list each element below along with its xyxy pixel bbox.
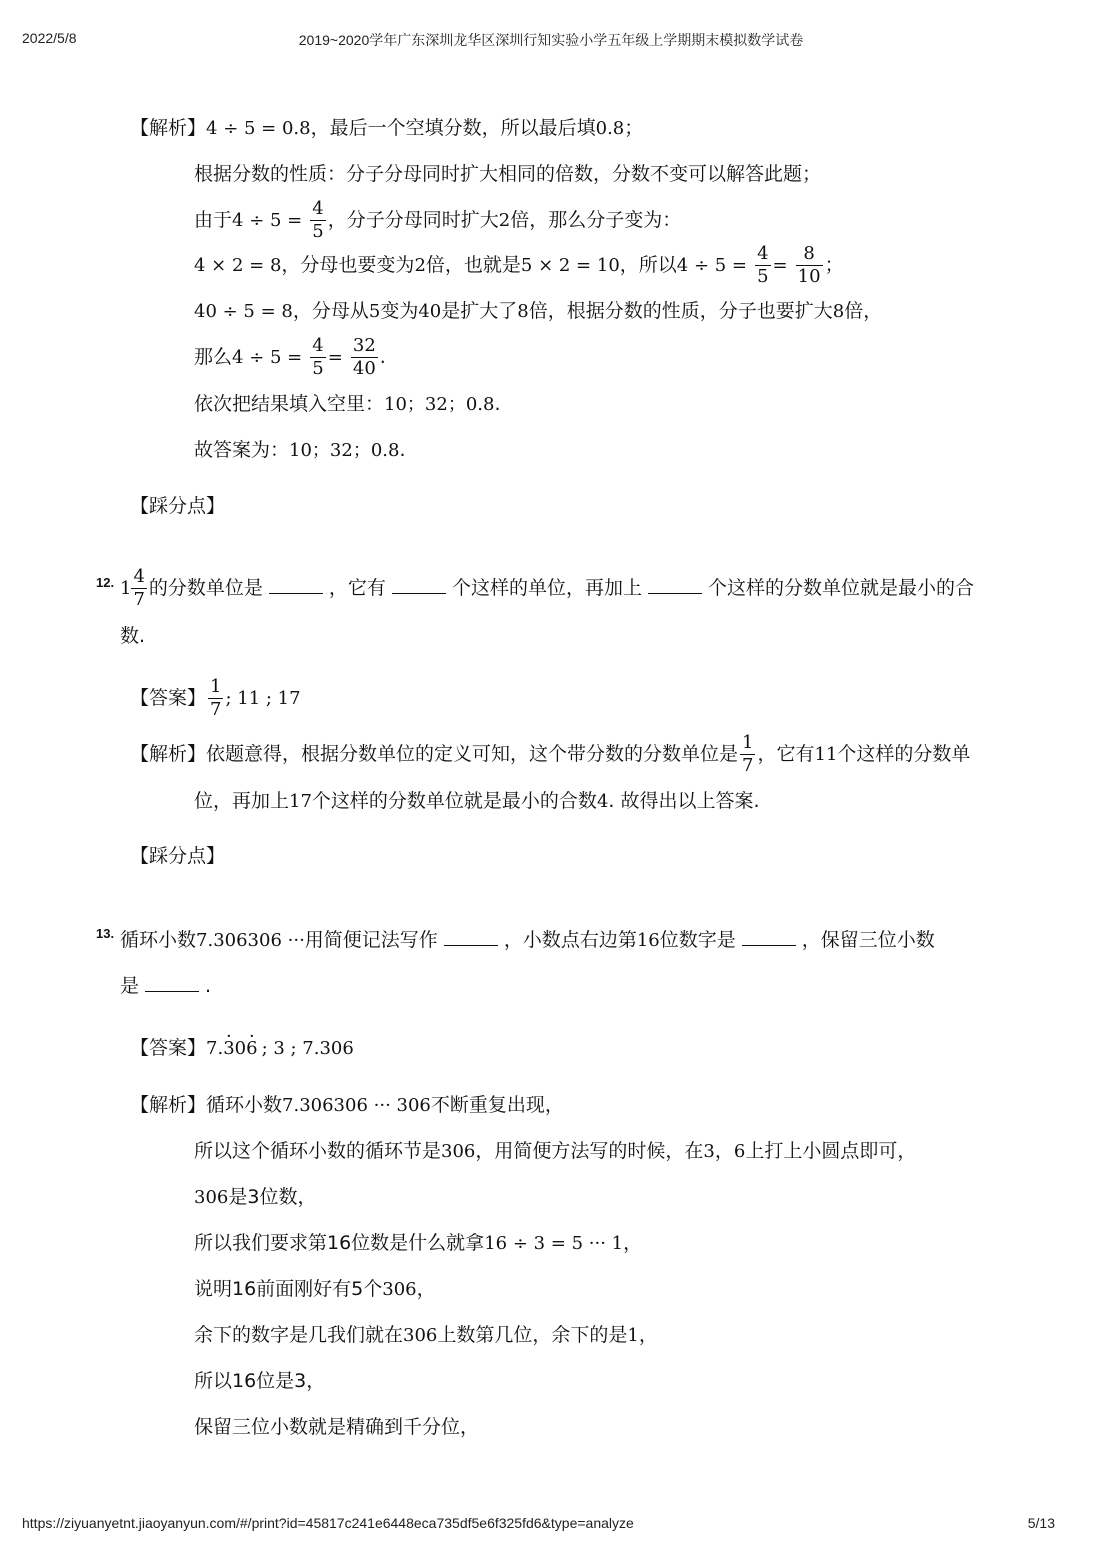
text: ，分母也要变为 bbox=[281, 254, 415, 276]
footer-page-number: 5/13 bbox=[1027, 1515, 1055, 1531]
text: 依题意得，根据分数单位的定义可知，这个带分数的分数单位是 bbox=[206, 743, 739, 765]
analysis-label: 【解析】 bbox=[130, 1094, 207, 1116]
text: 位，再加上 bbox=[194, 790, 290, 812]
text: 倍，根据分数的性质，分子也要扩大 bbox=[528, 300, 833, 322]
text: 故答案为： bbox=[194, 439, 290, 461]
fraction: $\frac{4}{5}$ bbox=[312, 198, 324, 242]
text: 上打上小圆点即可， bbox=[745, 1140, 917, 1162]
header-date: 2022/5/8 bbox=[22, 30, 77, 46]
q11-points-label: 【踩分点】 bbox=[130, 495, 226, 517]
math: 4 × 2 = 8 bbox=[194, 255, 282, 276]
math: 16 ÷ 3 = 5 ··· 1 bbox=[484, 1233, 624, 1254]
text: 是扩大了 bbox=[441, 300, 518, 322]
math: 1 bbox=[627, 1325, 639, 1346]
math: ; 3 ; 7.306 bbox=[261, 1038, 354, 1059]
text: 个这样的分数单 bbox=[837, 743, 971, 765]
text: ，所以 bbox=[619, 254, 677, 276]
math: 2 bbox=[414, 255, 426, 276]
q13-stem-line-2 bbox=[120, 974, 211, 998]
math: 4 bbox=[596, 791, 609, 812]
text: 用简便记法写作 bbox=[304, 929, 438, 951]
text: ，它有 bbox=[757, 743, 815, 765]
q11-analysis-line-2: 根据分数的性质：分子分母同时扩大相同的倍数，分数不变可以解答此题； bbox=[194, 163, 822, 185]
answer-blank[interactable] bbox=[145, 974, 199, 992]
text: 不断重复出现， bbox=[430, 1094, 564, 1116]
math: 7.306306 ··· bbox=[196, 930, 305, 951]
text: 循环小数 bbox=[120, 929, 197, 951]
answer-blank[interactable] bbox=[392, 576, 446, 594]
q13-analysis-line-5 bbox=[194, 1277, 436, 1302]
math: 4 ÷ 5 = bbox=[676, 255, 748, 276]
math: 8 bbox=[832, 301, 845, 322]
answer-label: 【答案】 bbox=[130, 687, 207, 709]
text: . bbox=[379, 346, 386, 368]
text: ， bbox=[416, 1278, 436, 1300]
repeating-digit-dot: · 3 bbox=[223, 1037, 234, 1061]
q12-analysis-line-2 bbox=[194, 789, 760, 814]
math: 1 bbox=[120, 578, 132, 599]
answer-blank[interactable] bbox=[742, 928, 796, 946]
q11-analysis-line-5 bbox=[194, 299, 882, 324]
answer-label: 【答案】 bbox=[130, 1037, 207, 1059]
fraction: $\frac{8}{10}$ bbox=[797, 243, 821, 287]
text: . bbox=[205, 975, 212, 997]
math: 2 bbox=[498, 210, 511, 231]
q13-analysis-line-4 bbox=[194, 1231, 642, 1256]
q11-analysis-line-4 bbox=[194, 241, 844, 290]
text: 是 bbox=[120, 975, 140, 997]
math: 16 bbox=[636, 930, 660, 951]
q13-stem-line-1 bbox=[120, 928, 935, 953]
math: 8 bbox=[517, 301, 529, 322]
q13-answer bbox=[130, 1036, 354, 1061]
text: 余下的数字是几我们就在 bbox=[194, 1324, 404, 1346]
math: 10；32；0.8 bbox=[289, 440, 400, 461]
text: 那么 bbox=[194, 346, 233, 368]
q11-analysis-line-3 bbox=[194, 196, 681, 245]
math: 40 ÷ 5 = 8 bbox=[194, 301, 293, 322]
q13-analysis-line-3 bbox=[194, 1185, 316, 1210]
text: 循环小数 bbox=[206, 1094, 283, 1116]
fraction: $\frac{4}{5}$ bbox=[312, 335, 324, 379]
text: 是3位数， bbox=[228, 1186, 317, 1208]
text: 变为 bbox=[380, 300, 419, 322]
fraction: $\frac{1}{7}$ bbox=[742, 732, 754, 776]
header-title: 2019~2020学年广东深圳龙华区深圳行知实验小学五年级上学期期末模拟数学试卷 bbox=[298, 32, 804, 48]
fraction: $\frac{4}{5}$ bbox=[757, 243, 769, 287]
text: 倍，那么分子变为： bbox=[510, 209, 682, 231]
text: ； bbox=[624, 117, 644, 139]
math: = bbox=[772, 255, 788, 276]
text: ； bbox=[824, 254, 844, 276]
question-number: 13. bbox=[96, 926, 115, 941]
q13-analysis-line-7: 所以16位是3， bbox=[194, 1370, 326, 1392]
text: 个这样的单位，再加上 bbox=[451, 577, 642, 599]
math: 40 bbox=[418, 301, 442, 322]
q11-analysis-line-7 bbox=[194, 392, 501, 417]
text: 所以这个循环小数的循环节是 bbox=[194, 1140, 442, 1162]
math: 3 bbox=[703, 1141, 715, 1162]
math: = bbox=[327, 347, 343, 368]
q13-analysis-line-8: 保留三位小数就是精确到千分位， bbox=[194, 1416, 480, 1438]
text: 的分数单位是 bbox=[148, 577, 263, 599]
q13-analysis-line-6 bbox=[194, 1323, 658, 1348]
text: . bbox=[399, 439, 406, 461]
fraction: $\frac{1}{7}$ bbox=[210, 676, 222, 720]
q11-analysis-line-1 bbox=[130, 116, 643, 141]
text: . 故得出以上答案. bbox=[608, 790, 760, 812]
math: 6 bbox=[733, 1141, 746, 1162]
math: 0.8 bbox=[595, 118, 625, 139]
math: 7. bbox=[206, 1038, 224, 1059]
text: ， bbox=[638, 1324, 658, 1346]
repeating-digit-dot: · 6 bbox=[246, 1037, 257, 1061]
q12-analysis-line-1 bbox=[130, 730, 970, 779]
math: 4 ÷ 5 = 0.8 bbox=[206, 118, 311, 139]
math: 306 bbox=[403, 1325, 438, 1346]
text: ，分母从 bbox=[292, 300, 369, 322]
q12-stem-line-2: 数. bbox=[120, 625, 146, 647]
text: 所以我们要求第16位数是什么就拿 bbox=[194, 1232, 485, 1254]
math: 10；32；0.8 bbox=[384, 394, 495, 415]
text: 倍， bbox=[844, 300, 883, 322]
q12-stem-line-1 bbox=[120, 564, 974, 613]
math: 17 bbox=[289, 791, 312, 812]
text: 个这样的分数单位就是最小的合 bbox=[707, 577, 974, 599]
math: ; 11 ; 17 bbox=[225, 688, 301, 709]
text: 由于 bbox=[194, 209, 233, 231]
q11-analysis-line-6 bbox=[194, 333, 386, 382]
q11-analysis-line-8 bbox=[194, 438, 406, 463]
math: 7.306306 ··· 306 bbox=[282, 1095, 431, 1116]
text: 倍，也就是 bbox=[425, 254, 521, 276]
fraction: $\frac{4}{7}$ bbox=[133, 566, 145, 610]
text: 说明16前面刚好有5个 bbox=[194, 1278, 383, 1300]
answer-blank[interactable] bbox=[269, 576, 323, 594]
answer-blank[interactable] bbox=[648, 576, 702, 594]
q13-analysis-line-1 bbox=[130, 1093, 564, 1118]
text: 位数字是 bbox=[659, 929, 736, 951]
footer-url: https://ziyuanyetnt.jiaoyanyun.com/#/print?id=45817c241e6448eca735df5e6f325fd6&type=analyze bbox=[22, 1515, 634, 1531]
text: ， bbox=[623, 1232, 643, 1254]
text: ，最后一个空填分数，所以最后填 bbox=[310, 117, 596, 139]
text: ，分子分母同时扩大 bbox=[327, 209, 499, 231]
analysis-label: 【解析】 bbox=[130, 117, 207, 139]
math: 11 bbox=[814, 744, 838, 765]
text: ，小数点右边第 bbox=[503, 929, 637, 951]
math: 306 bbox=[382, 1279, 417, 1300]
text: ，用简便方法写的时候，在 bbox=[475, 1140, 704, 1162]
fraction: $\frac{32}{40}$ bbox=[352, 335, 376, 379]
q12-points-label: 【踩分点】 bbox=[130, 845, 226, 867]
text: ， bbox=[714, 1140, 734, 1162]
math: 4 ÷ 5 = bbox=[232, 347, 303, 368]
math: 306 bbox=[441, 1141, 476, 1162]
analysis-label: 【解析】 bbox=[130, 743, 207, 765]
text: 个这样的分数单位就是最小的合数 bbox=[311, 790, 597, 812]
math: 306 bbox=[194, 1187, 229, 1208]
question-number: 12. bbox=[96, 575, 115, 590]
text: ，保留三位小数 bbox=[801, 929, 935, 951]
math: 4 ÷ 5 = bbox=[232, 210, 303, 231]
math: 5 bbox=[368, 301, 381, 322]
q13-analysis-line-2 bbox=[194, 1139, 916, 1164]
text: . bbox=[494, 393, 501, 415]
text: ，它有 bbox=[328, 577, 386, 599]
text: 上数第几位，余下的是 bbox=[437, 1324, 628, 1346]
answer-blank[interactable] bbox=[444, 928, 498, 946]
q12-answer bbox=[130, 674, 301, 723]
text: 依次把结果填入空里： bbox=[194, 393, 385, 415]
math: 0 bbox=[234, 1038, 247, 1059]
math: 5 × 2 = 10 bbox=[520, 255, 620, 276]
